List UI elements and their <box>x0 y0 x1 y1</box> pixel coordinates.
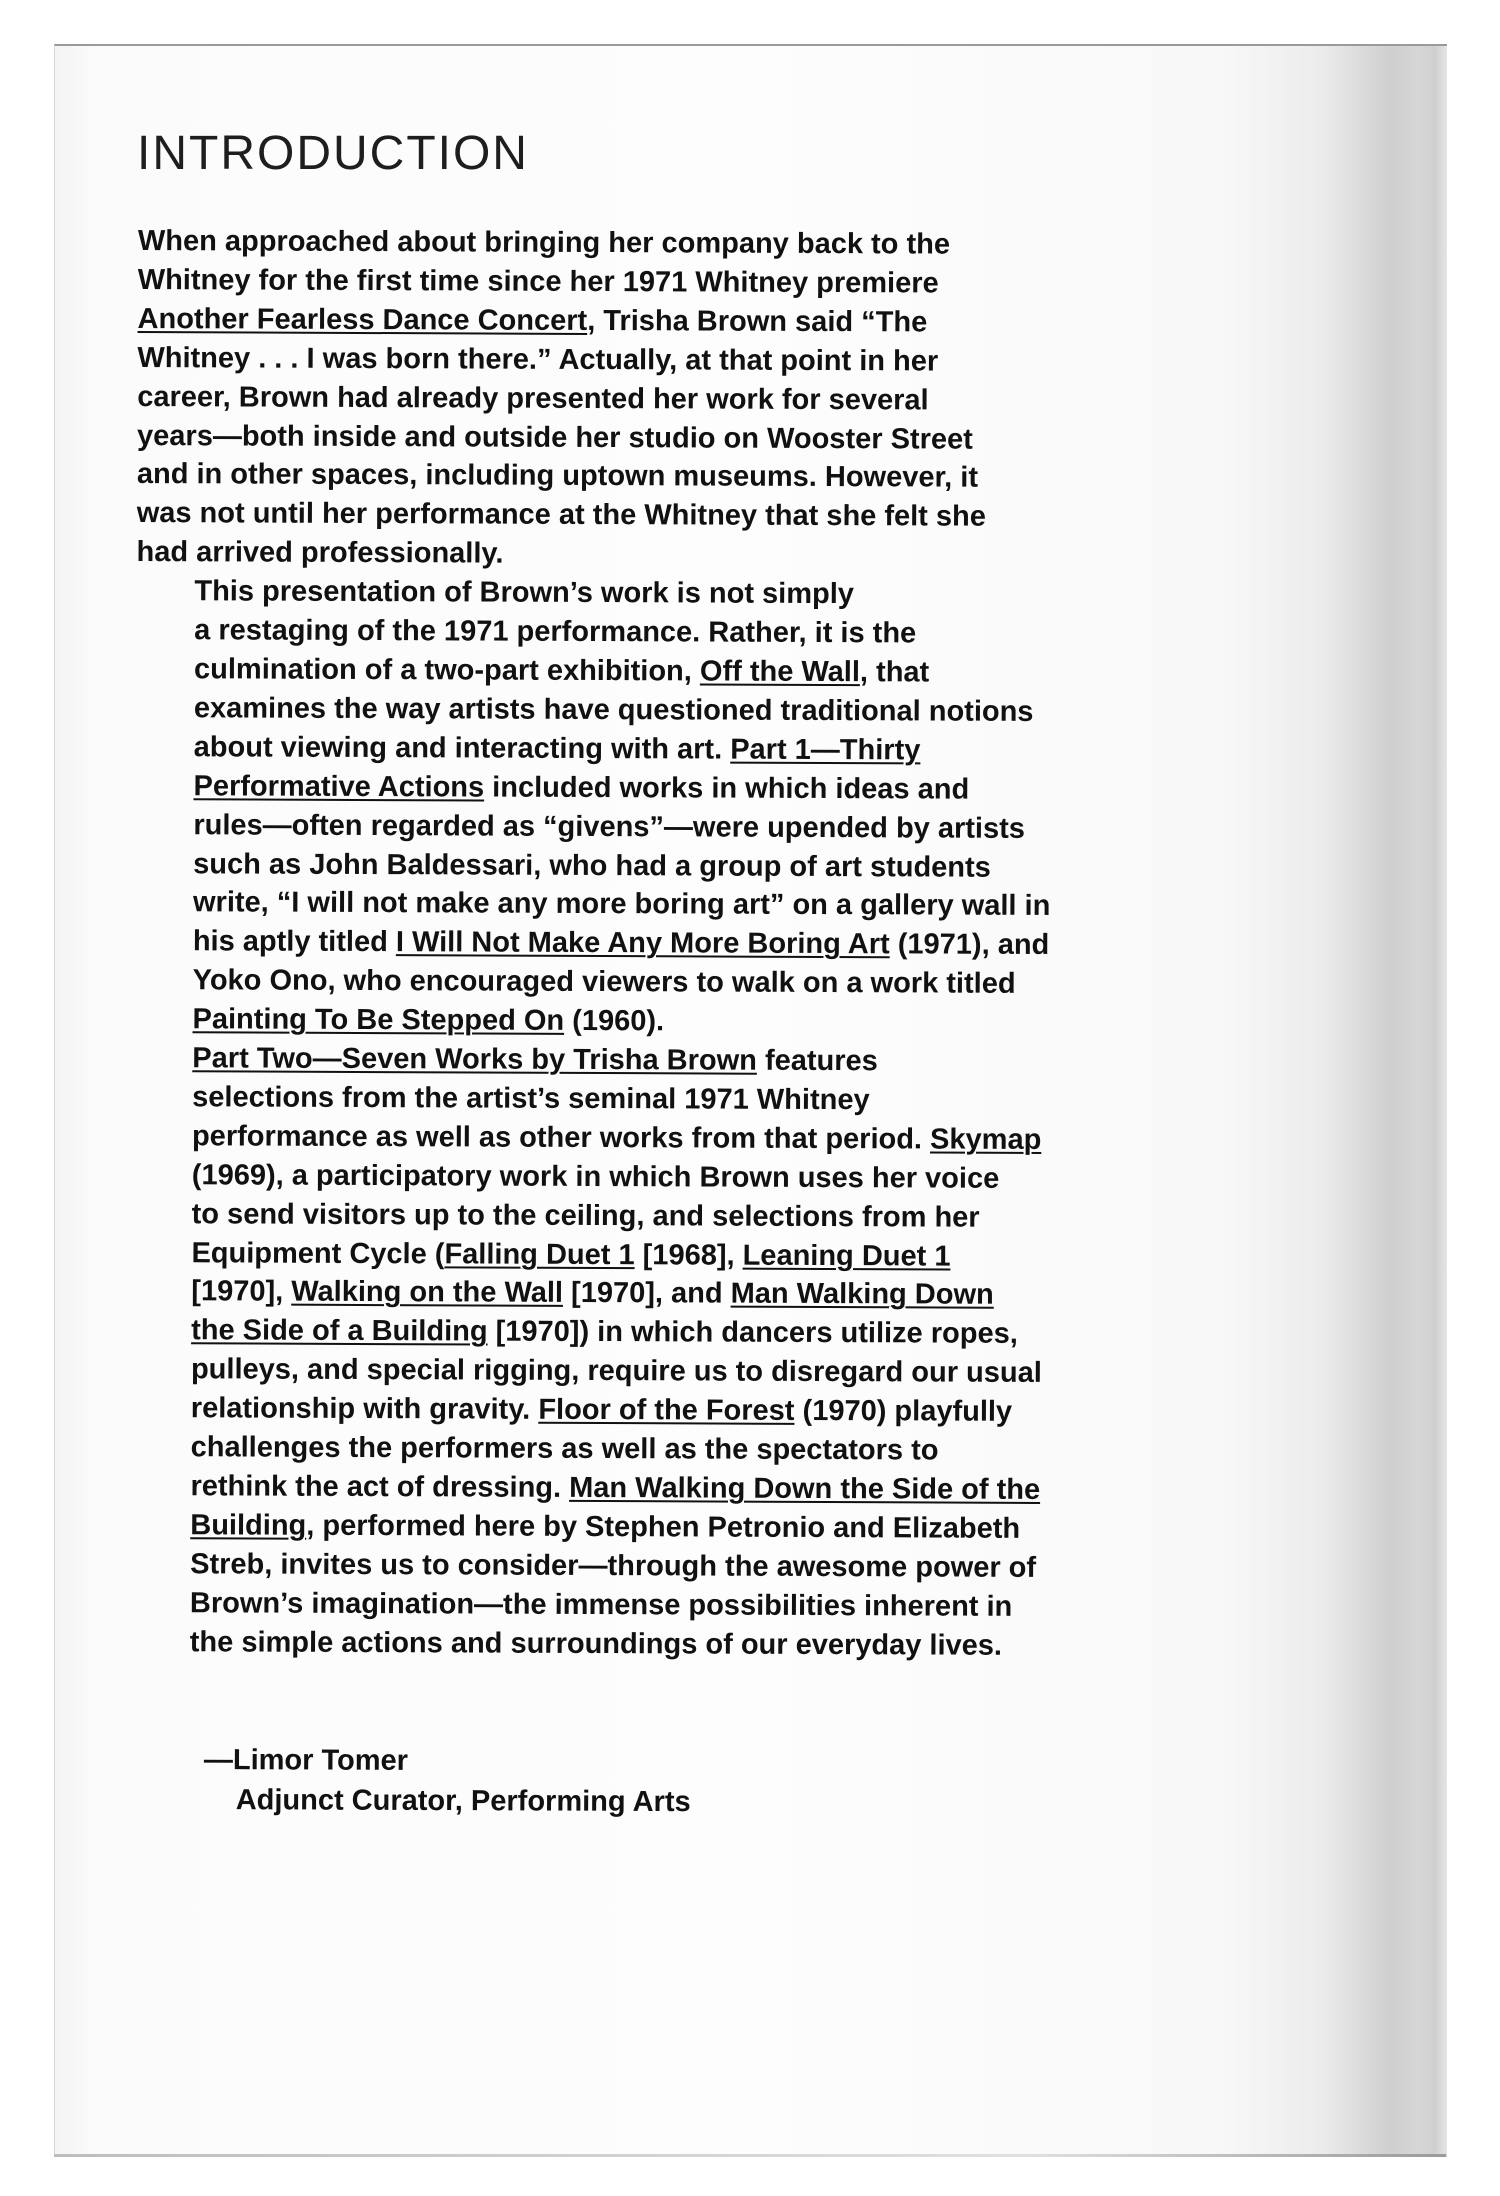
text-line <box>134 1000 1094 1043</box>
text-line <box>132 1623 1092 1666</box>
text-line <box>137 455 1097 498</box>
text-segment: [1968], <box>634 1238 743 1272</box>
text-segment: about viewing and interacting with art. <box>193 731 731 766</box>
work-title: Man Walking Down the Side of the <box>569 1471 1041 1506</box>
text-line <box>135 883 1095 926</box>
text-line <box>136 572 1096 615</box>
work-title: Painting To Be Stepped On <box>192 1003 565 1037</box>
paragraph <box>136 222 1098 576</box>
text-line <box>133 1272 1093 1315</box>
text-line <box>134 1156 1094 1199</box>
text-segment: rules—often regarded as “givens”—were upended by artists <box>193 808 1026 845</box>
introduction-body <box>132 222 1098 1666</box>
text-segment: [1970]) in which dancers utilize ropes, <box>487 1315 1018 1351</box>
text-segment: (1960). <box>564 1004 665 1038</box>
text-segment: Streb, invites us to consider—through the awesome power of <box>190 1548 1037 1584</box>
paragraph <box>132 1039 1095 1666</box>
text-segment: such as John Baldessari, who had a group of art students <box>193 847 991 884</box>
text-line <box>138 222 1098 265</box>
work-title: Floor of the Forest <box>538 1393 795 1428</box>
work-title: Walking on the Wall <box>291 1276 564 1310</box>
text-segment: performance as well as other works from that period. <box>191 1120 931 1156</box>
text-line <box>133 1428 1093 1471</box>
text-line <box>137 494 1097 537</box>
page-bottom-edge <box>54 2154 1446 2157</box>
text-segment: Whitney . . . I was born there.” Actually, at that point in her <box>137 341 939 378</box>
text-segment: examines the way artists have questioned traditional notions <box>193 692 1034 728</box>
text-segment: write, “I will not make any more boring art” on a gallery wall in <box>192 886 1051 923</box>
text-segment: (1969), a participatory work in which Brown uses her voice <box>191 1158 1000 1195</box>
text-line <box>136 689 1096 732</box>
text-line <box>136 728 1096 771</box>
text-line <box>132 1584 1092 1627</box>
text-segment: Brown’s imagination—the immense possibilities inherent in <box>189 1586 1013 1623</box>
text-segment: challenges the performers as well as the spectators to <box>190 1431 939 1467</box>
text-line <box>133 1350 1093 1393</box>
text-segment: selections from the artist’s seminal 1971 Whitney <box>192 1081 870 1117</box>
work-title: Part 1—Thirty <box>730 733 921 767</box>
text-segment: , Trisha Brown said “The <box>587 304 928 339</box>
work-title: Performative Actions <box>193 769 485 804</box>
signature-block <box>204 1740 691 1822</box>
text-line <box>132 1467 1092 1510</box>
text-segment: included works in which ideas and <box>484 771 970 806</box>
text-segment: career, Brown had already presented her work for several <box>137 380 929 417</box>
text-segment: pulleys, and special rigging, require us to disregard our usual <box>190 1353 1042 1390</box>
text-segment: (1971), and <box>889 928 1050 962</box>
text-line <box>132 1506 1092 1549</box>
text-line <box>136 650 1096 693</box>
text-segment: Whitney for the first time since her 1971 Whitney premiere <box>137 263 939 300</box>
paragraph <box>134 572 1096 1043</box>
text-segment: (1970) playfully <box>794 1395 1013 1429</box>
text-segment: relationship with gravity. <box>190 1392 539 1426</box>
work-title: Building <box>190 1509 307 1542</box>
author-title: Adjunct Curator, Performing Arts <box>235 1784 691 1819</box>
text-line <box>137 339 1097 382</box>
text-segment: [1970], and <box>562 1277 731 1311</box>
text-segment: and in other spaces, including uptown museums. However, it <box>136 458 979 495</box>
text-line <box>134 1117 1094 1160</box>
text-segment: to send visitors up to the ceiling, and selections from her <box>191 1197 980 1234</box>
text-segment: had arrived professionally. <box>136 536 504 570</box>
work-title: Off the Wall <box>699 655 861 689</box>
text-segment: his aptly titled <box>192 925 396 959</box>
text-segment: Equipment Cycle ( <box>191 1236 445 1270</box>
text-line <box>137 300 1097 343</box>
page-spine-shadow <box>1417 46 1447 2156</box>
work-title: Another Fearless Dance Concert <box>137 302 588 337</box>
page-title: INTRODUCTION <box>137 127 529 180</box>
work-title: Part Two—Seven Works by Trisha Brown <box>192 1042 757 1077</box>
text-segment: features <box>756 1044 878 1078</box>
author-name: —Limor Tomer <box>203 1744 409 1777</box>
text-line <box>135 806 1095 849</box>
text-line <box>133 1389 1093 1432</box>
text-line <box>135 844 1095 887</box>
text-line <box>134 1078 1094 1121</box>
text-line <box>135 961 1095 1004</box>
text-segment: When approached about bringing her company back to the <box>137 224 951 261</box>
text-segment: was not until her performance at the Whitney that she felt she <box>136 497 986 534</box>
text-segment: the simple actions and surroundings of our everyday lives. <box>189 1625 1003 1662</box>
work-title: the Side of a Building <box>191 1314 488 1348</box>
text-line <box>135 767 1095 810</box>
text-line <box>134 1195 1094 1238</box>
text-line <box>138 261 1098 304</box>
text-line <box>134 1039 1094 1082</box>
work-title: I Will Not Make Any More Boring Art <box>395 926 890 961</box>
text-line <box>133 1311 1093 1354</box>
text-segment: , that <box>859 656 930 689</box>
text-line <box>136 611 1096 654</box>
text-line <box>132 1545 1092 1588</box>
text-line <box>137 417 1097 460</box>
text-line <box>137 378 1097 421</box>
text-line <box>133 1234 1093 1277</box>
text-line <box>135 922 1095 965</box>
text-segment: Yoko Ono, who encouraged viewers to walk on a work titled <box>192 964 1016 1001</box>
text-line <box>136 533 1096 576</box>
text-segment: years—both inside and outside her studio on Wooster Street <box>136 419 973 456</box>
text-segment: , performed here by Stephen Petronio and Elizabeth <box>306 1509 1021 1545</box>
text-segment: rethink the act of dressing. <box>190 1470 570 1504</box>
text-segment: This presentation of Brown’s work is not simply <box>194 575 855 611</box>
work-title: Falling Duet 1 <box>444 1237 635 1271</box>
work-title: Man Walking Down <box>730 1278 994 1312</box>
text-segment: culmination of a two-part exhibition, <box>193 653 701 688</box>
text-segment: a restaging of the 1971 performance. Rather, it is the <box>194 614 917 650</box>
work-title: Leaning Duet 1 <box>742 1239 951 1273</box>
text-segment: [1970], <box>191 1275 292 1309</box>
work-title: Skymap <box>930 1123 1042 1156</box>
